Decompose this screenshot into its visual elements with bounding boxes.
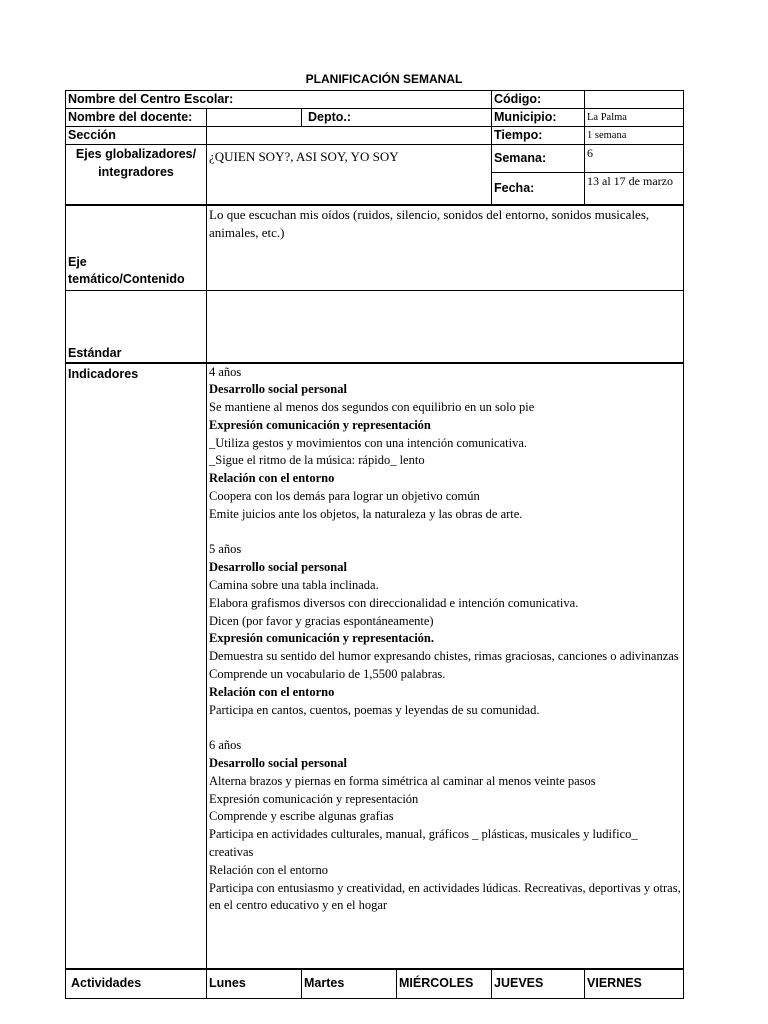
seccion-label: Sección — [66, 127, 207, 145]
codigo-label: Código: — [492, 91, 585, 109]
day-header-martes: Martes — [302, 969, 397, 999]
indicator-line: Coopera con los demás para lograr un objetivo común — [209, 489, 480, 504]
indicator-heading: Desarrollo social personal — [209, 756, 347, 771]
semana-field[interactable]: 6 — [585, 145, 684, 173]
depto-label-text: Depto.: — [308, 110, 352, 124]
indicator-line: Elabora grafismos diversos con direccionalidad e intención comunicativa. — [209, 595, 579, 610]
actividades-label: Actividades — [66, 969, 207, 999]
indicadores-label: Indicadores — [66, 363, 207, 969]
day-header-lunes: Lunes — [207, 969, 302, 999]
indicator-line: Relación con el entorno — [209, 862, 329, 877]
indicator-heading: Relación con el entorno — [209, 684, 335, 699]
docente-field[interactable] — [207, 109, 302, 127]
ejes-field[interactable]: ¿QUIEN SOY?, ASI SOY, YO SOY — [207, 145, 492, 205]
indicator-line: 4 años — [209, 364, 242, 379]
indicator-heading: Expresión comunicación y representación. — [209, 631, 434, 646]
centro-label: Nombre del Centro Escolar: — [66, 91, 492, 109]
indicator-line: Dicen (por favor y gracias espontáneamente) — [209, 613, 434, 628]
page-title: PLANIFICACIÓN SEMANAL — [305, 72, 463, 86]
indicator-heading: Desarrollo social personal — [209, 382, 347, 397]
indicator-line: Comprende un vocabulario de 1,5500 palabras. — [209, 667, 446, 682]
indicator-heading: Expresión comunicación y representación — [209, 417, 431, 432]
day-header-viernes: VIERNES — [585, 969, 684, 999]
codigo-field[interactable] — [585, 91, 684, 109]
indicator-line: 6 años — [209, 738, 242, 753]
indicator-line: _Utiliza gestos y movimientos con una intención comunicativa. — [209, 435, 527, 450]
indicator-heading: Relación con el entorno — [209, 471, 335, 486]
indicator-line: Camina sobre una tabla inclinada. — [209, 578, 379, 593]
indicator-line: Participa en actividades culturales, manual, gráficos _ plásticas, musicales y ludifico_ creativas — [209, 827, 638, 860]
indicator-spacer — [209, 719, 681, 737]
indicator-line: Participa en cantos, cuentos, poemas y leyendas de su comunidad. — [209, 702, 540, 717]
indicator-line: Alterna brazos y piernas en forma simétrica al caminar al menos veinte pasos — [209, 773, 596, 788]
indicadores-content — [207, 363, 684, 969]
day-header-miercoles: MIÉRCOLES — [397, 969, 492, 999]
docente-label: Nombre del docente: — [66, 109, 207, 127]
municipio-label: Municipio: — [492, 109, 585, 127]
municipio-field[interactable]: La Palma — [585, 109, 684, 127]
day-header-jueves: JUEVES — [492, 969, 585, 999]
tiempo-field[interactable]: 1 semana — [585, 127, 684, 145]
planning-table — [65, 90, 684, 999]
semana-label: Semana: — [492, 145, 585, 173]
indicator-line: Emite juicios ante los objetos, la naturaleza y las obras de arte. — [209, 506, 523, 521]
indicator-line: Comprende y escribe algunas grafias — [209, 809, 394, 824]
ejes-label: Ejes globalizadores/ integradores — [66, 145, 207, 205]
indicator-line: Se mantiene al menos dos segundos con equilibrio en un solo pie — [209, 400, 535, 415]
tiempo-label: Tiempo: — [492, 127, 585, 145]
eje-tematico-label: Eje temático/Contenido — [66, 205, 207, 291]
fecha-label: Fecha: — [492, 173, 585, 205]
seccion-field[interactable] — [207, 127, 492, 145]
estandar-label: Estándar — [66, 291, 207, 363]
indicator-heading: Desarrollo social personal — [209, 560, 347, 575]
depto-label — [302, 109, 492, 127]
estandar-field[interactable] — [207, 291, 684, 363]
indicator-line: Participa con entusiasmo y creatividad, en actividades lúdicas. Recreativas, deportivas y otras, en el centro educativo y en el hogar — [209, 880, 681, 913]
fecha-field[interactable]: 13 al 17 de marzo — [585, 173, 684, 205]
indicator-line: Expresión comunicación y representación — [209, 791, 419, 806]
indicator-line: _Sigue el ritmo de la música: rápido_ lento — [209, 453, 425, 468]
eje-tematico-field[interactable]: Lo que escuchan mis oídos (ruidos, silencio, sonidos del entorno, sonidos musicales, animales, etc.) — [207, 205, 684, 291]
indicator-line: 5 años — [209, 542, 242, 557]
indicator-spacer — [209, 524, 681, 542]
indicator-line: Demuestra su sentido del humor expresando chistes, rimas graciosas, canciones o adivinanzas — [209, 649, 679, 664]
